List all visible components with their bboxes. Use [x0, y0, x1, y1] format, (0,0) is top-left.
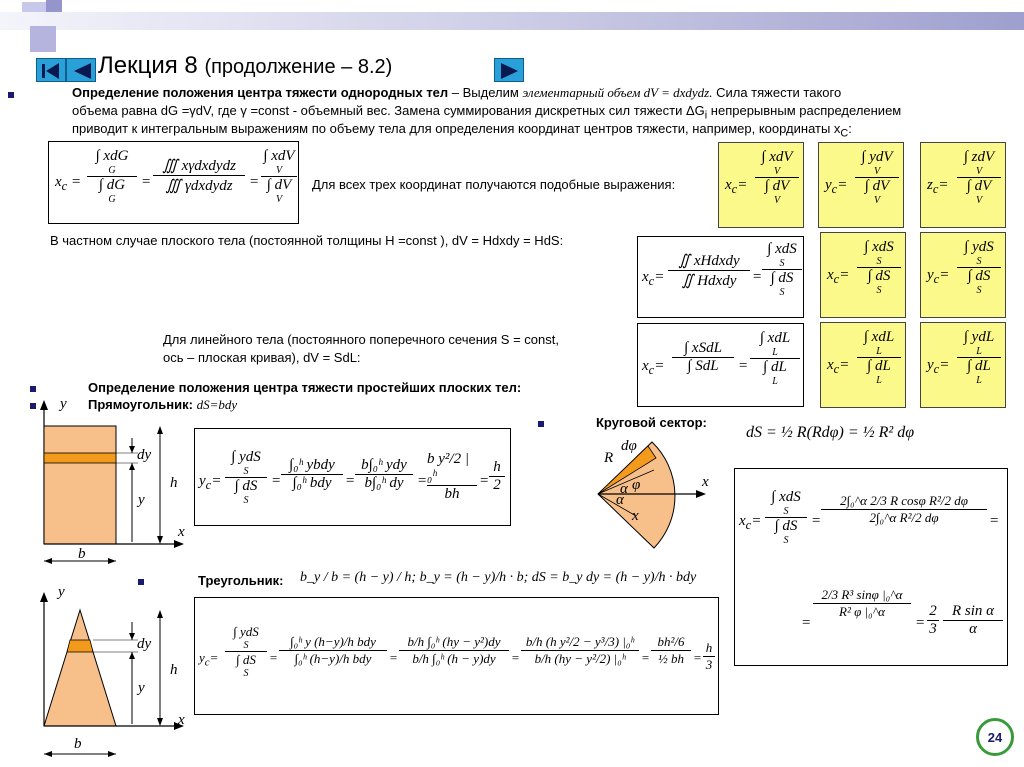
- sector-figure: [594, 432, 724, 552]
- rect-label-y-axis: y: [60, 396, 67, 412]
- rect-heading: Прямоугольник: dS=bdy: [88, 397, 238, 412]
- corner-square-4: [30, 26, 56, 52]
- sector-label-alpha-1: α: [620, 481, 628, 497]
- formula-xc-v: $x_c=$ ∫ xdV V ∫ dV V: [718, 142, 804, 228]
- sector-label-x: x: [632, 508, 639, 524]
- rect-label-b: b: [78, 546, 86, 562]
- tri-label-y: y: [138, 680, 145, 696]
- bullet-2: [30, 386, 36, 392]
- formula-yc-l: $y_c=$ ∫ ydL L ∫ dL L: [920, 322, 1006, 408]
- rect-label-x: x: [178, 524, 185, 540]
- skip-back-icon: [37, 59, 67, 83]
- bullet-5: [138, 579, 144, 585]
- nav-next-button[interactable]: [494, 58, 524, 82]
- bullet-1: [8, 92, 14, 98]
- formula-yc-s: $y_c=$ ∫ ydS S ∫ dS S: [920, 232, 1006, 318]
- intro-line-1: Определение положения центра тяжести однородных тел – Выделим элементарный объем dV = dxdydz. Сила тяжести такого: [72, 85, 842, 100]
- formula-xc-flat: $x_c=$ ∬ xHdxdy ∬ Hdxdy = ∫ xdS S ∫ dS S: [637, 236, 804, 318]
- nav-prev-button[interactable]: [66, 58, 96, 82]
- formula-yc-rectangle: $y_c=$ ∫ ydS S ∫ dS S = ∫₀ʰ ybdy ∫₀ʰ bdy = b∫₀ʰ ydy b∫₀ʰ dy = b y²/2 |₀ʰ bh = h 2: [194, 428, 511, 526]
- sector-label-R: R: [604, 450, 614, 466]
- tri-label-dy: dy: [137, 636, 152, 652]
- triangle-left-icon: [67, 59, 97, 83]
- formula-yc-triangle: $y_c=$ ∫ ydS S ∫ dS S = ∫₀ʰ y (h−y)/h bdy ∫₀ʰ (h−y)/h bdy = b/h ∫₀ʰ (hy − y²)dy b/h ∫₀ʰ (h − y)dy = b/h (h y²/2 − y³/3) |₀ʰ b/h (hy − y²/2) |₀ʰ = bh²/6 ½ bh = h 3: [194, 597, 719, 715]
- formula-xc-l: $x_c=$ ∫ xdL L ∫ dL L: [820, 322, 906, 408]
- sector-label-alpha-2: α: [616, 492, 624, 508]
- intro-line-3: приводит к интегральным выражениям по объему тела для определения координат центров тяжести, например, координаты $x_C$:: [72, 121, 852, 140]
- formula-sector-ds: dS = ½ R(Rdφ) = ½ R² dφ: [746, 424, 915, 441]
- simple-bodies-heading: Определение положения центра тяжести простейших плоских тел:: [88, 380, 522, 395]
- all-three-text: Для всех трех координат получаются подобные выражения:: [312, 177, 676, 192]
- formula-zc-v: $z_c=$ ∫ zdV V ∫ dV V: [920, 142, 1006, 228]
- tri-label-y-axis: y: [58, 584, 65, 600]
- linear-text-1: Для линейного тела (постоянного поперечного сечения S = const,: [163, 332, 559, 347]
- triangle-right-icon: [495, 59, 525, 83]
- formula-xc-s: $x_c=$ ∫ xdS S ∫ dS S: [820, 232, 906, 318]
- tri-label-x: x: [178, 712, 185, 728]
- formula-xc-linear: $x_c=$ ∫ xSdL ∫ SdL = ∫ xdL L ∫ dL L: [637, 323, 804, 407]
- rect-label-dy: dy: [137, 447, 152, 463]
- formula-yc-v: $y_c=$ ∫ ydV V ∫ dV V: [818, 142, 904, 228]
- flat-body-text: В частном случае плоского тела (постоянной толщины H =const ), dV = Hdxdy = HdS:: [50, 233, 564, 248]
- triangle-heading: Треугольник:: [198, 573, 284, 588]
- bullet-4: [538, 421, 544, 427]
- sector-label-phi: φ: [632, 477, 641, 493]
- formula-xc-volume: $x_c$ = ∫ xdG G ∫ dG G = ∭ xγdxdydz ∭ γdxdydz = ∫ xdV V ∫ dV V: [48, 141, 299, 224]
- formula-xc-sector: $x_c=$ ∫ xdS S ∫ dS S = 2∫₀^α 2/3 R cosφ R²/2 dφ 2∫₀^α R²/2 dφ = = 2/3 R³ sinφ |₀^α R² φ |₀^α = 2 3 R sin α α: [734, 468, 1008, 666]
- header-band: [0, 12, 1024, 30]
- sector-heading: Круговой сектор:: [596, 415, 707, 430]
- slide-title: Лекция 8 (продолжение – 8.2): [98, 52, 393, 79]
- formula-triangle-relations: b_y / b = (h − y) / h; b_y = (h − y)/h · b; dS = b_y dy = (h − y)/h · bdy: [300, 570, 697, 585]
- linear-text-2: ось – плоская кривая), dV = SdL:: [163, 350, 361, 365]
- intro-line-2: объема равна dG =γdV, где γ =const - объемный вес. Замена суммирования дискретных сил тяжести $\Delta G_i$ непрерывным распределением: [72, 103, 902, 122]
- rect-label-y: y: [138, 492, 145, 508]
- nav-first-button[interactable]: [36, 58, 66, 82]
- tri-label-b: b: [74, 736, 82, 752]
- sector-label-dphi: dφ: [621, 438, 637, 454]
- sector-label-x-axis: x: [702, 474, 709, 490]
- page-number-badge: 24: [976, 718, 1014, 756]
- rect-label-h: h: [170, 475, 178, 491]
- tri-label-h: h: [170, 662, 178, 678]
